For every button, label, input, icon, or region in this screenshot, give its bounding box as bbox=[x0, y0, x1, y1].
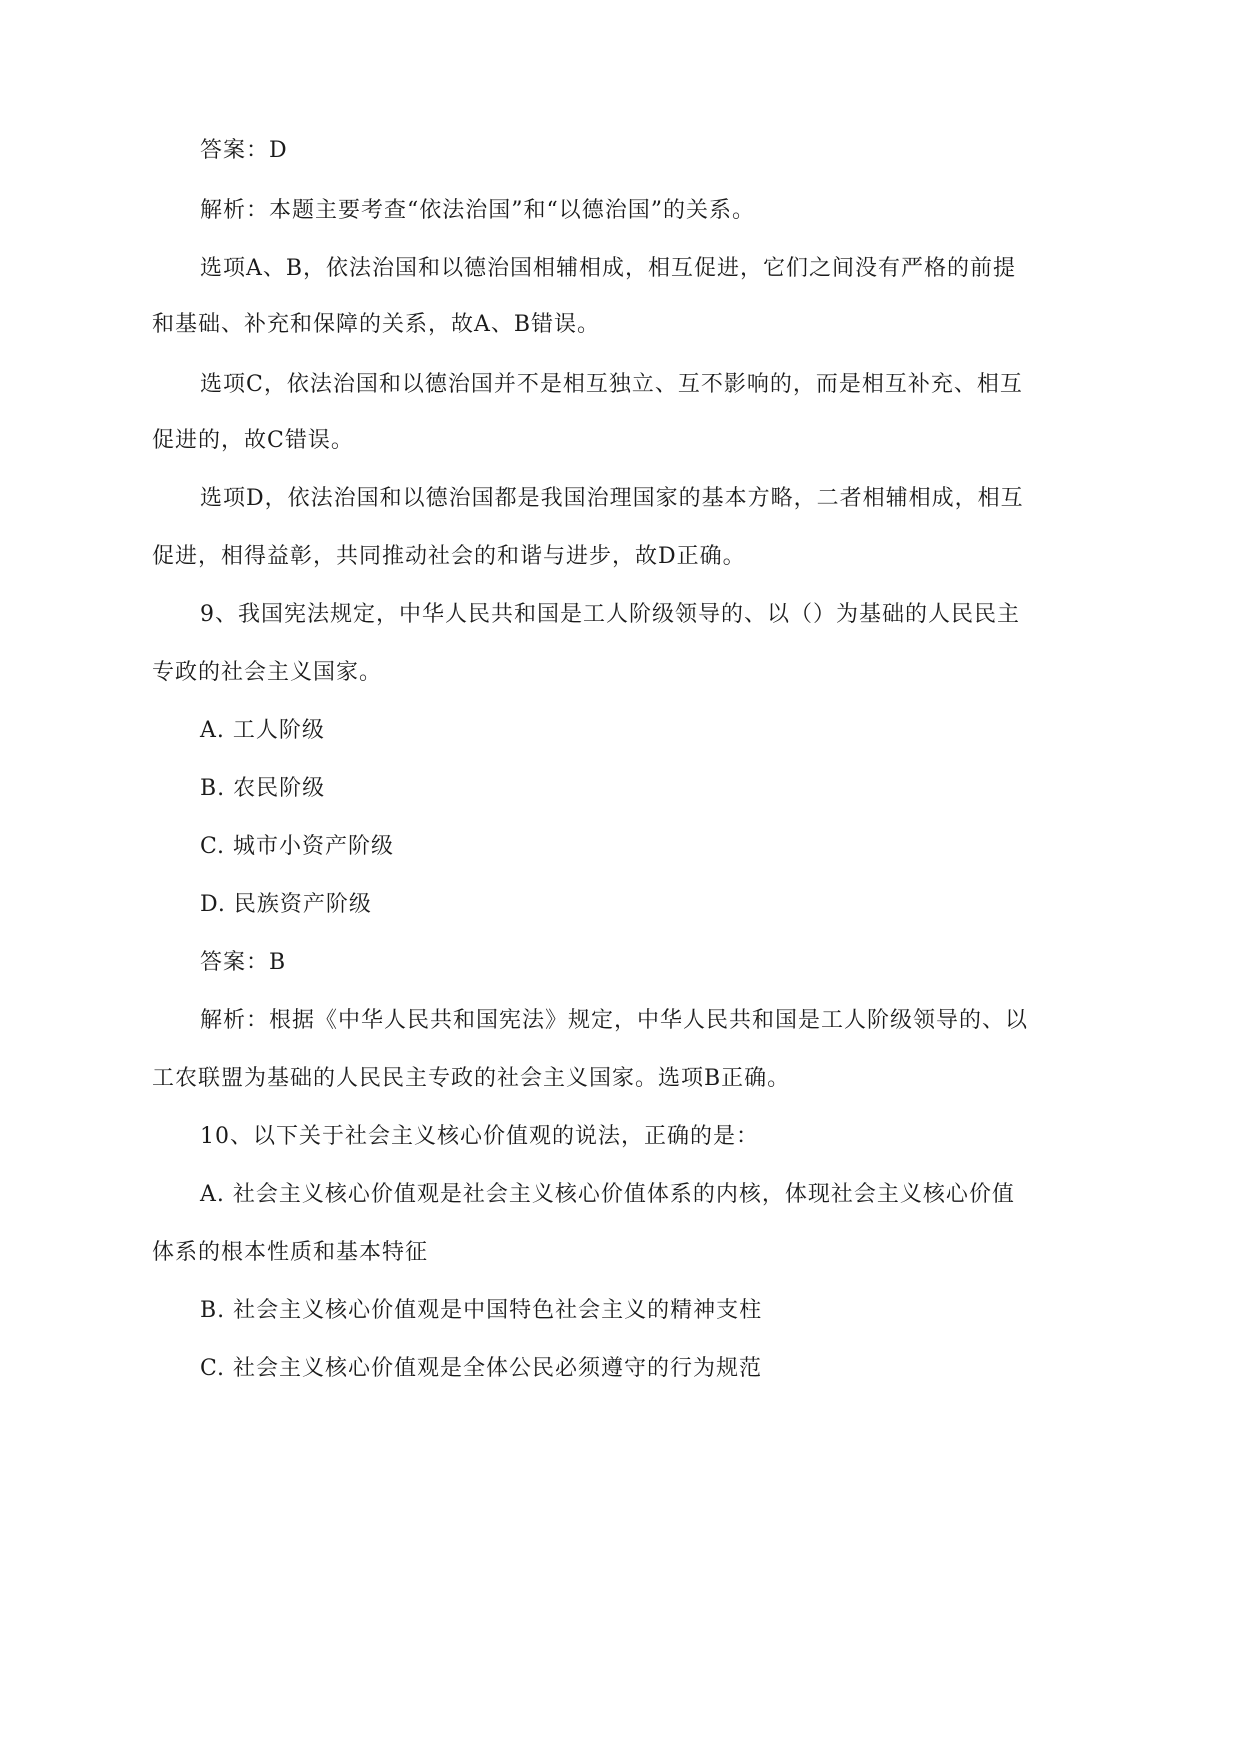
analysis-line: 解析：本题主要考查“依法治国”和“以德治国”的关系。 bbox=[200, 198, 755, 223]
option-b: B. 社会主义核心价值观是中国特色社会主义的精神支柱 bbox=[200, 1298, 763, 1323]
answer-line: 答案：D bbox=[200, 138, 288, 163]
option-c: C. 城市小资产阶级 bbox=[200, 834, 395, 859]
option-a: A. 社会主义核心价值观是社会主义核心价值体系的内核，体现社会主义核心价值 bbox=[200, 1182, 1015, 1207]
paragraph-line: 选项D，依法治国和以德治国都是我国治理国家的基本方略，二者相辅相成，相互 bbox=[200, 486, 1024, 511]
paragraph-line: 选项C，依法治国和以德治国并不是相互独立、互不影响的，而是相互补充、相互 bbox=[200, 372, 1023, 397]
paragraph-line: 促进的，故C错误。 bbox=[152, 428, 354, 453]
option-c: C. 社会主义核心价值观是全体公民必须遵守的行为规范 bbox=[200, 1356, 763, 1381]
question-line: 9、我国宪法规定，中华人民共和国是工人阶级领导的、以（）为基础的人民民主 bbox=[200, 602, 1020, 627]
option-b: B. 农民阶级 bbox=[200, 776, 326, 801]
paragraph-line: 和基础、补充和保障的关系，故A、B错误。 bbox=[152, 312, 601, 337]
paragraph-line: 选项A、B，依法治国和以德治国相辅相成，相互促进，它们之间没有严格的前提 bbox=[200, 256, 1017, 281]
option-a: A. 工人阶级 bbox=[200, 718, 325, 743]
analysis-line: 工农联盟为基础的人民民主专政的社会主义国家。选项B正确。 bbox=[152, 1066, 791, 1091]
answer-line: 答案：B bbox=[200, 950, 287, 975]
paragraph-line: 促进，相得益彰，共同推动社会的和谐与进步，故D正确。 bbox=[152, 544, 746, 569]
option-d: D. 民族资产阶级 bbox=[200, 892, 372, 917]
analysis-line: 解析：根据《中华人民共和国宪法》规定，中华人民共和国是工人阶级领导的、以 bbox=[200, 1008, 1029, 1033]
question-line: 专政的社会主义国家。 bbox=[152, 660, 383, 685]
option-a-continued: 体系的根本性质和基本特征 bbox=[152, 1240, 429, 1265]
question-line: 10、以下关于社会主义核心价值观的说法，正确的是： bbox=[200, 1124, 759, 1149]
